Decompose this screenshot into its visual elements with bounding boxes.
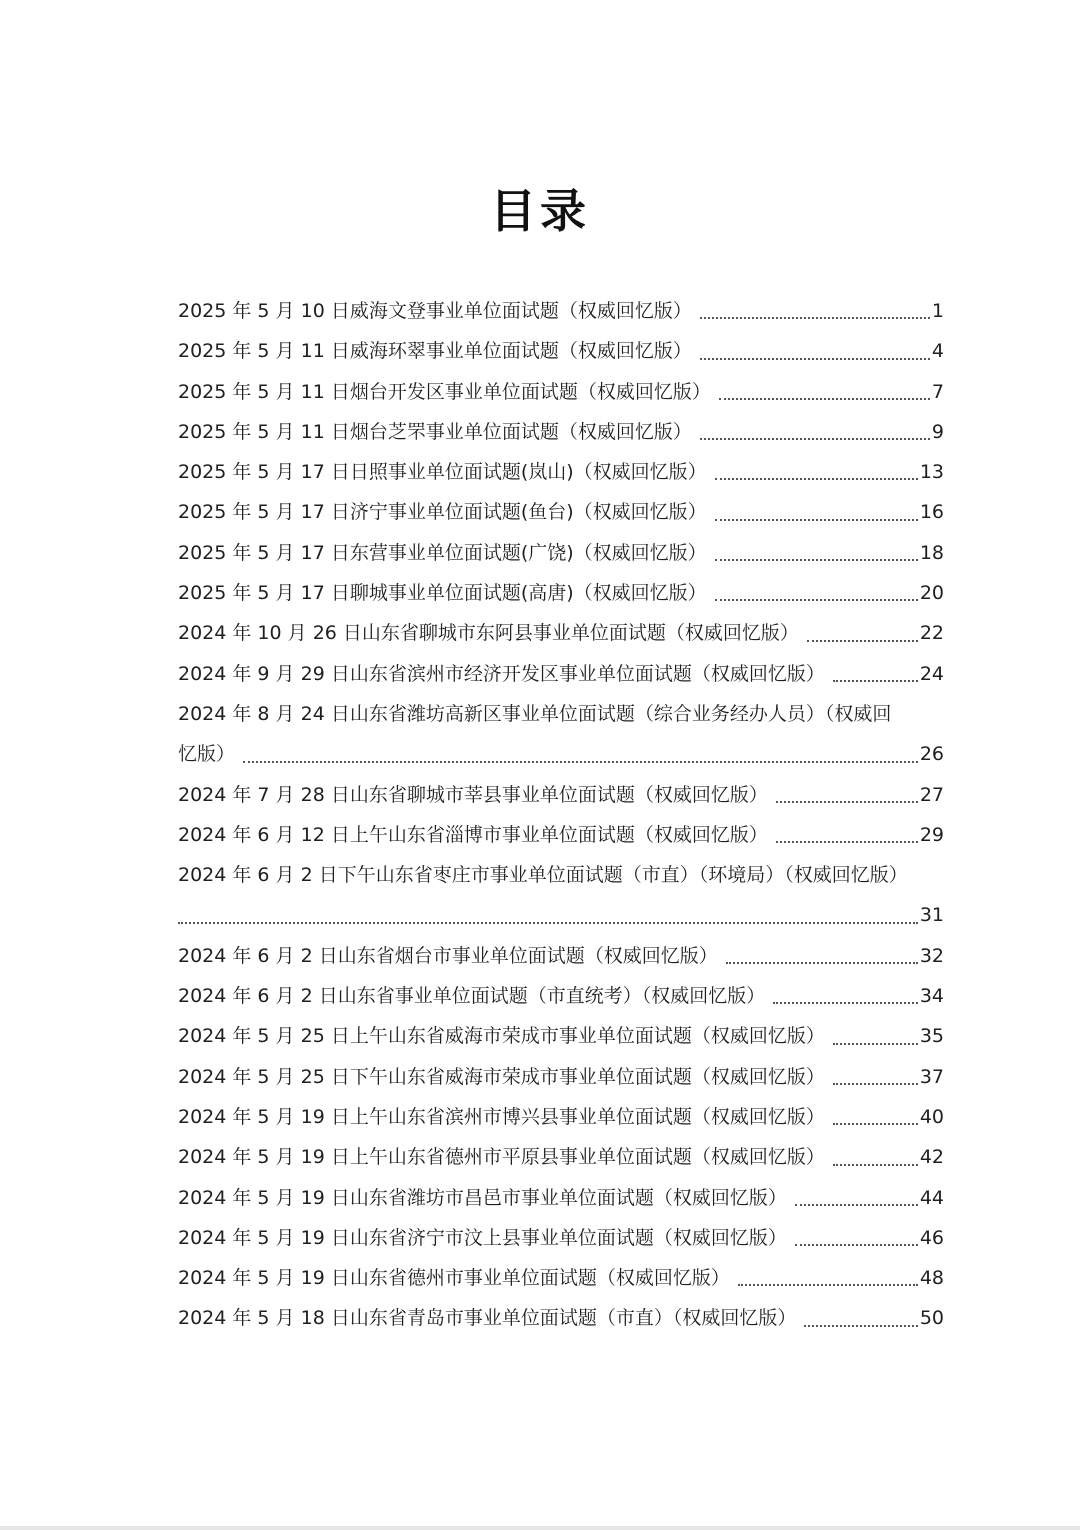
toc-page-number: 40 [919,1105,944,1128]
toc-dot-leader [243,761,918,763]
toc-entry[interactable] [178,1178,944,1218]
toc-entry-title: 2024 年 5 月 19 日上午山东省德州市平原县事业单位面试题（权威回忆版） [178,1146,825,1169]
toc-dot-leader [795,1204,918,1206]
toc-dot-leader [833,680,918,682]
toc-dot-leader [833,1123,918,1125]
toc-dot-leader [833,1083,918,1085]
toc-entry[interactable] [178,1057,944,1097]
toc-entry-title: 2024 年 6 月 2 日山东省事业单位面试题（市直统考）（权威回忆版） [178,985,766,1008]
toc-entry-title-part-2: 忆版） [178,743,236,766]
toc-dot-leader [833,1164,918,1166]
toc-dot-leader [776,801,918,803]
toc-page-number: 27 [919,783,944,806]
toc-dot-leader [719,398,930,400]
toc-dot-leader [773,1002,918,1004]
toc-page-number: 26 [919,743,944,766]
toc-entry[interactable] [178,775,944,815]
toc-page-number: 35 [919,1025,944,1048]
toc-page-number: 29 [919,823,944,846]
toc-entry-title: 2025 年 5 月 17 日日照事业单位面试题(岚山)（权威回忆版） [178,461,707,484]
toc-dot-leader [700,358,930,360]
toc-page-number: 31 [919,904,944,927]
toc-entry-title: 2024 年 7 月 28 日山东省聊城市莘县事业单位面试题（权威回忆版） [178,783,768,806]
toc-entry-wrapped-line-2[interactable] [178,734,944,774]
toc-entry[interactable] [178,372,944,412]
toc-entry[interactable] [178,654,944,694]
toc-page-number: 48 [919,1267,944,1290]
page-bottom-edge [0,1526,1080,1530]
toc-page-number: 37 [919,1065,944,1088]
toc-page-number: 22 [919,622,944,645]
toc-entry[interactable] [178,613,944,653]
toc-entry-wrapped-line-1[interactable] [178,855,944,895]
toc-page-number: 20 [919,582,944,605]
toc-entry-title: 2025 年 5 月 11 日烟台开发区事业单位面试题（权威回忆版） [178,380,711,403]
toc-entry-title: 2025 年 5 月 17 日聊城事业单位面试题(高唐)（权威回忆版） [178,582,707,605]
toc-entry[interactable] [178,1298,944,1338]
toc-entry[interactable] [178,573,944,613]
toc-page-number: 44 [919,1186,944,1209]
toc-dot-leader [807,640,918,642]
toc-entry[interactable] [178,331,944,371]
toc-entry[interactable] [178,1097,944,1137]
toc-page-number: 4 [931,340,944,363]
toc-dot-leader [795,1244,918,1246]
toc-entry-title: 2025 年 5 月 11 日烟台芝罘事业单位面试题（权威回忆版） [178,420,692,443]
toc-page-number: 9 [931,420,944,443]
toc-dot-leader [833,1043,918,1045]
toc-page-number: 24 [919,662,944,685]
toc-entry-title-part-1: 2024 年 6 月 2 日下午山东省枣庄市事业单位面试题（市直）（环境局）（权威回忆版） [178,864,908,887]
toc-entry-title: 2024 年 5 月 19 日山东省济宁市汶上县事业单位面试题（权威回忆版） [178,1226,787,1249]
toc-dot-leader [700,317,930,319]
toc-page-number: 16 [919,501,944,524]
toc-entry-wrapped-line-2[interactable] [178,895,944,935]
toc-entry[interactable] [178,1137,944,1177]
toc-dot-leader [738,1284,918,1286]
toc-entry-wrapped-line-1[interactable] [178,694,944,734]
toc-dot-leader [178,922,918,924]
toc-entry-title: 2024 年 5 月 19 日山东省德州市事业单位面试题（权威回忆版） [178,1267,730,1290]
toc-dot-leader [726,962,918,964]
toc-page-number: 46 [919,1226,944,1249]
toc-entry-title: 2024 年 5 月 25 日下午山东省威海市荣成市事业单位面试题（权威回忆版） [178,1065,825,1088]
toc-entry-title-part-1: 2024 年 8 月 24 日山东省潍坊高新区事业单位面试题（综合业务经办人员）（权威回 [178,702,892,725]
toc-page-number: 34 [919,985,944,1008]
toc-entry-title: 2024 年 10 月 26 日山东省聊城市东阿县事业单位面试题（权威回忆版） [178,622,799,645]
toc-entry-title: 2024 年 5 月 19 日山东省潍坊市昌邑市事业单位面试题（权威回忆版） [178,1186,787,1209]
toc-entry[interactable] [178,1016,944,1056]
toc-page-number: 32 [919,944,944,967]
toc-page-number: 42 [919,1146,944,1169]
toc-page-number: 18 [919,541,944,564]
toc-entry-title: 2024 年 6 月 12 日上午山东省淄博市事业单位面试题（权威回忆版） [178,823,768,846]
toc-entry-title: 2025 年 5 月 11 日威海环翠事业单位面试题（权威回忆版） [178,340,692,363]
toc-entry-title: 2025 年 5 月 17 日东营事业单位面试题(广饶)（权威回忆版） [178,541,707,564]
toc-page-number: 13 [919,461,944,484]
toc-entry-title: 2025 年 5 月 17 日济宁事业单位面试题(鱼台)（权威回忆版） [178,501,707,524]
toc-entry-title: 2025 年 5 月 10 日威海文登事业单位面试题（权威回忆版） [178,300,692,322]
toc-dot-leader [715,519,918,521]
toc-dot-leader [700,438,930,440]
toc-entry-title: 2024 年 5 月 25 日上午山东省威海市荣成市事业单位面试题（权威回忆版） [178,1025,825,1048]
toc-dot-leader [804,1325,917,1327]
toc-entry[interactable] [178,492,944,532]
toc-entry[interactable] [178,1218,944,1258]
toc-entry[interactable] [178,291,944,331]
toc-entry-title: 2024 年 9 月 29 日山东省滨州市经济开发区事业单位面试题（权威回忆版） [178,662,825,685]
toc-entry-title: 2024 年 5 月 18 日山东省青岛市事业单位面试题（市直）（权威回忆版） [178,1307,797,1330]
table-of-contents [178,291,944,1339]
toc-entry[interactable] [178,815,944,855]
toc-entry[interactable] [178,936,944,976]
toc-page-number: 7 [931,380,944,403]
toc-entry[interactable] [178,452,944,492]
toc-dot-leader [776,841,918,843]
toc-entry[interactable] [178,976,944,1016]
toc-page-number: 50 [919,1307,944,1330]
toc-entry[interactable] [178,1258,944,1298]
toc-entry[interactable] [178,533,944,573]
page-title: 目录 [490,184,590,238]
toc-entry-title: 2024 年 6 月 2 日山东省烟台市事业单位面试题（权威回忆版） [178,944,718,967]
toc-dot-leader [715,599,918,601]
toc-entry-title: 2024 年 5 月 19 日上午山东省滨州市博兴县事业单位面试题（权威回忆版） [178,1105,825,1128]
toc-dot-leader [715,478,918,480]
toc-page-number: 1 [931,300,944,322]
toc-entry[interactable] [178,412,944,452]
toc-dot-leader [715,559,918,561]
